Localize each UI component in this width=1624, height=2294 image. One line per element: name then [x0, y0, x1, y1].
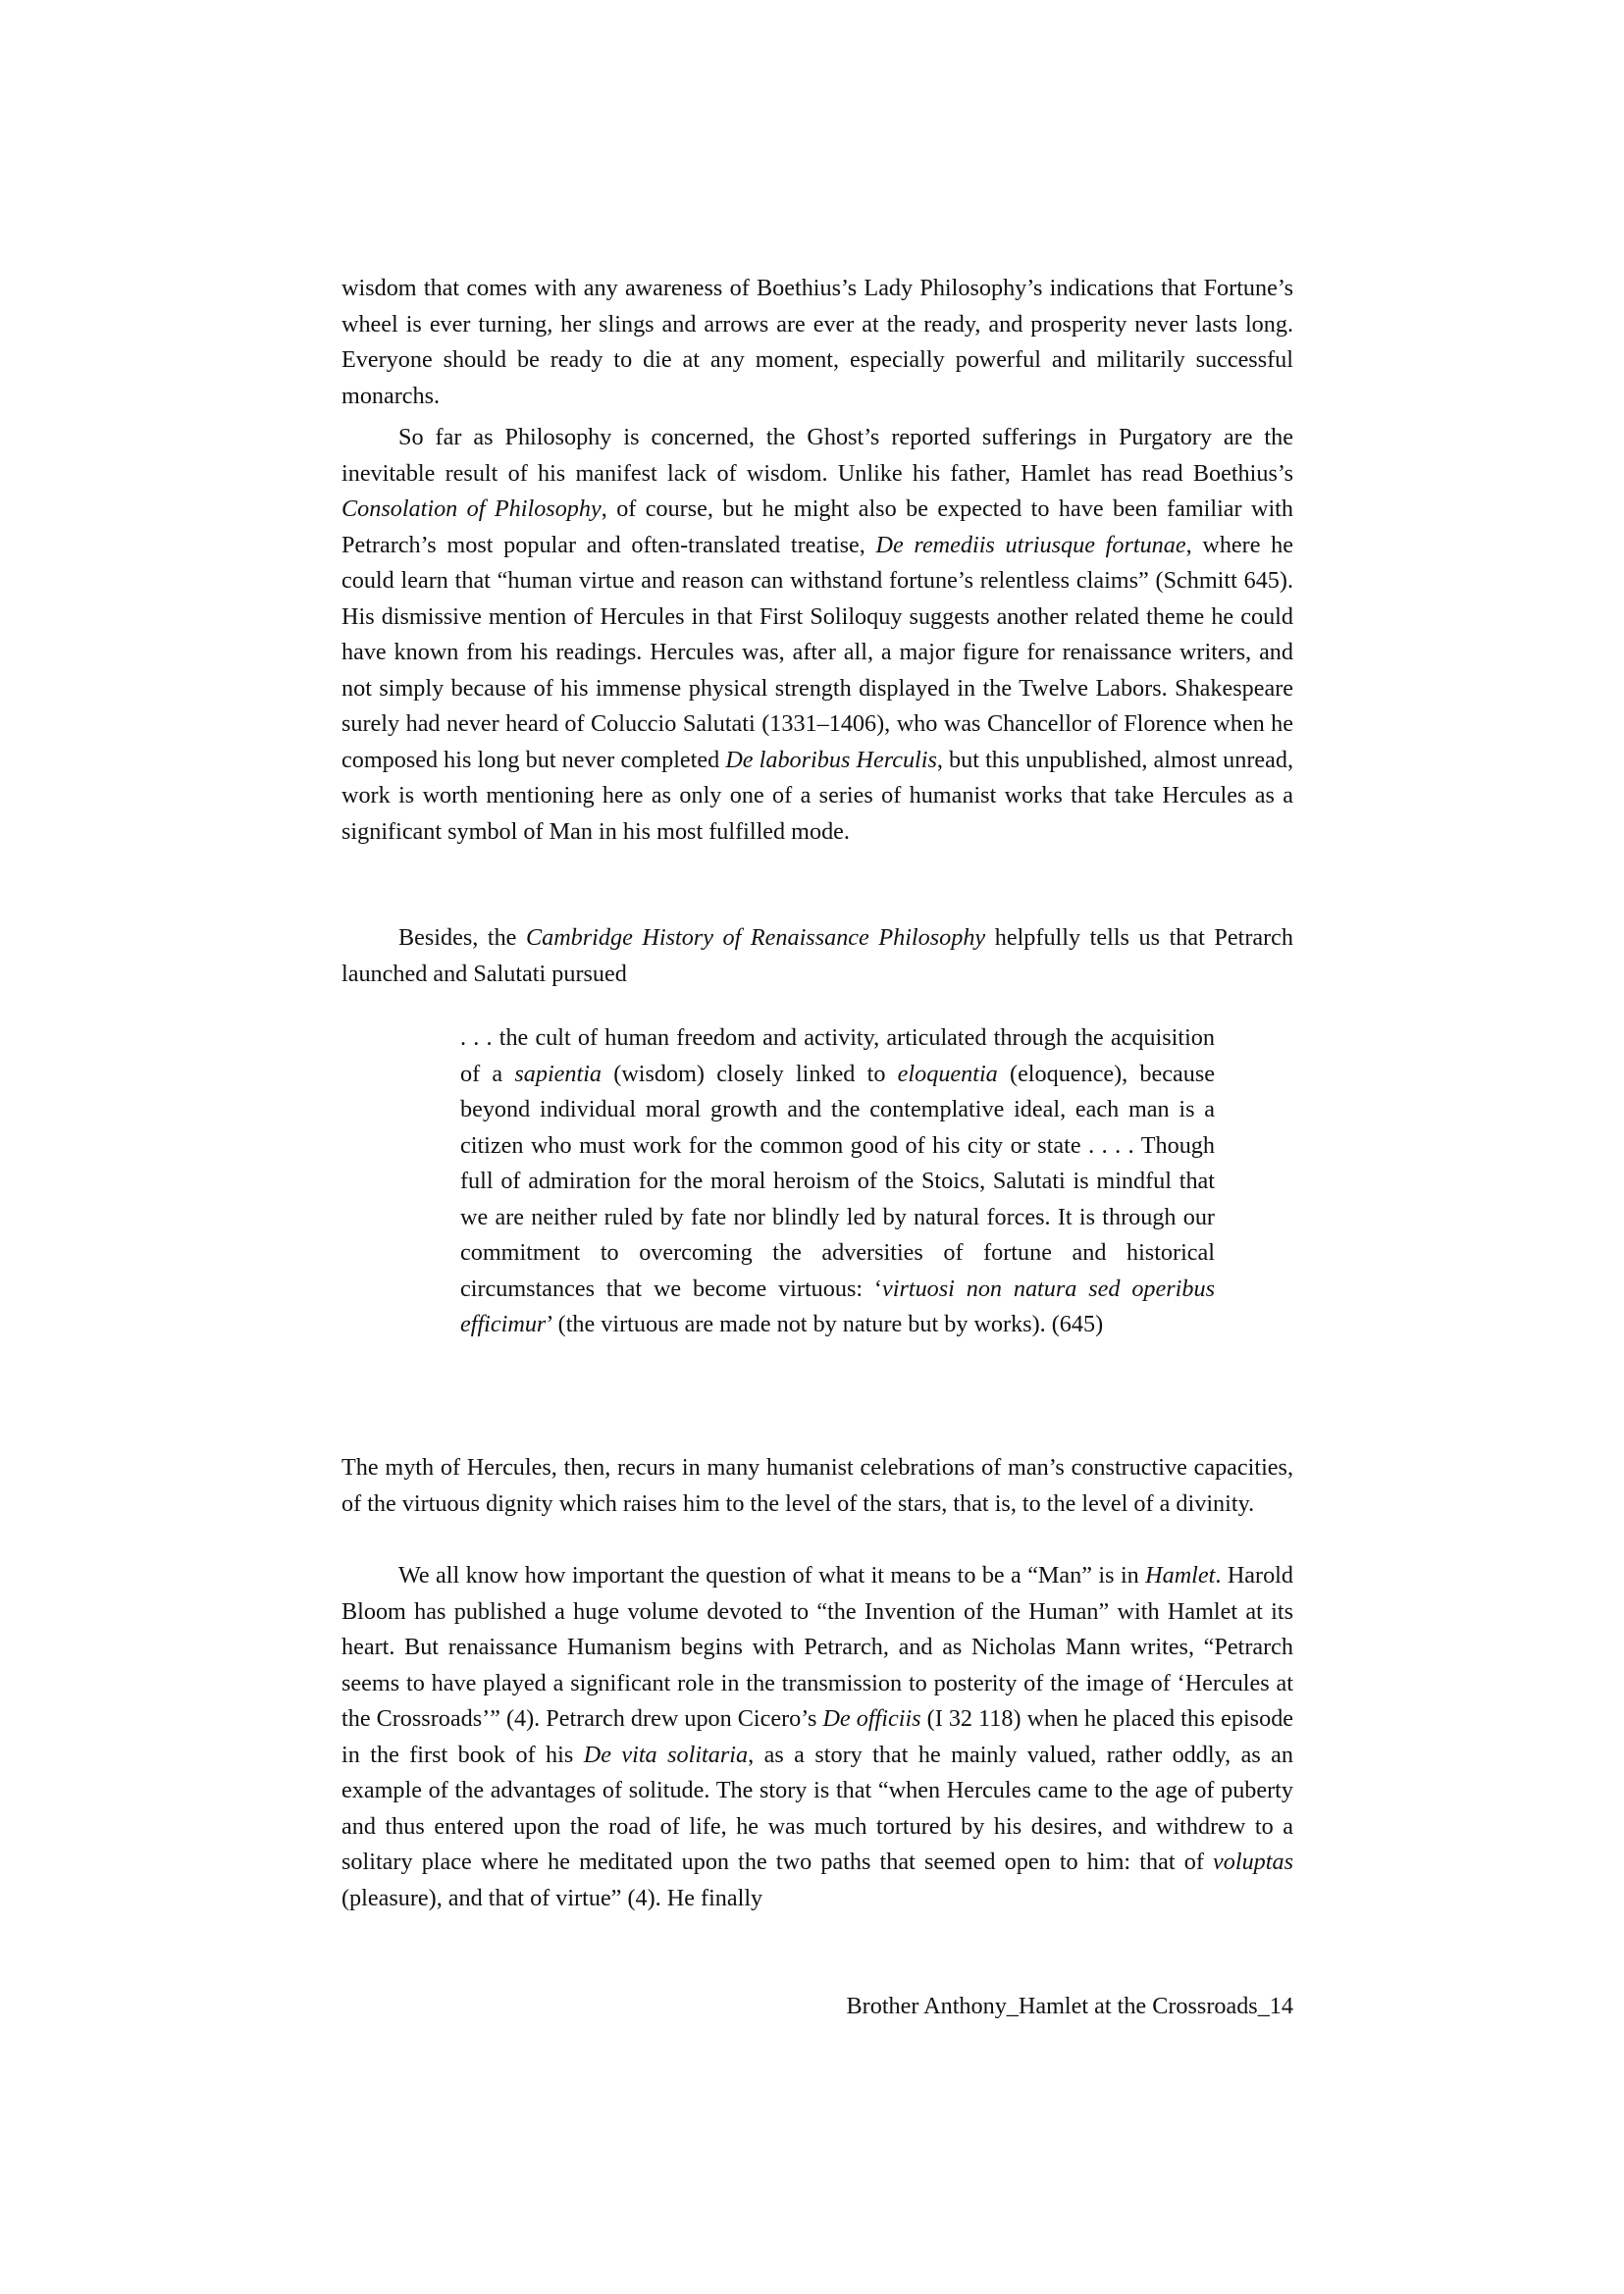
- play-title-hamlet: Hamlet: [1145, 1562, 1216, 1589]
- text-run: (I 32 118) when he placed this episode in the first book of his: [341, 1705, 1294, 1768]
- book-title-de-remediis: De remediis utriusque fortunae: [875, 531, 1186, 558]
- text-run: Besides, the: [398, 924, 526, 951]
- text-run: (eloquence), because beyond individual moral growth and the contemplative ideal, each man is a citizen who must work for the common good of his city or state . . . . Though full of admiration for the moral heroism of the Stoics, Salutati is mindful that we are neither ruled by fate nor blindly led by natural forces. It is through our commitment to overcoming the adversities of fortune and historical circumstances that we become virtuous: ‘: [460, 1060, 1215, 1302]
- paragraph-3: [341, 920, 1293, 992]
- paragraph-1: [341, 271, 1293, 414]
- book-title-consolation: Consolation of Philosophy: [341, 495, 602, 522]
- text-run: So far as Philosophy is concerned, the Ghost’s reported sufferings in Purgatory are the inevitable result of his manifest lack of wisdom. Unlike his father, Hamlet has read Boethius’s: [341, 424, 1293, 487]
- book-title-de-officiis: De officiis: [822, 1705, 921, 1732]
- paragraph-4: [341, 1450, 1293, 1522]
- block-quote: [460, 1020, 1215, 1343]
- latin-term-voluptas: voluptas: [1213, 1849, 1293, 1875]
- latin-term-eloquentia: eloquentia: [897, 1060, 998, 1087]
- text-run: , of course, but he might also be expected to have been familiar with Petrarch’s most popular and often-translated treatise,: [341, 495, 1293, 558]
- text-run: , where he could learn that “human virtue and reason can withstand fortune’s relentless claims” (Schmitt 645). His dismissive mention of Hercules in that First Soliloquy suggests another related theme he could have known from his readings. Hercules was, after all, a major figure for renaissance writers, and not simply because of his immense physical strength displayed in the Twelve Labors. Shakespeare surely had never heard of Coluccio Salutati (1331–1406), who was Chancellor of Florence when he composed his long but never completed: [341, 531, 1294, 773]
- text-run: (pleasure), and that of virtue” (4). He finally: [341, 1884, 763, 1911]
- text-run: helpfully tells us that Petrarch launched and Salutati pursued: [341, 924, 1293, 987]
- text-run: (wisdom) closely linked to: [602, 1060, 898, 1087]
- text-run: . Harold Bloom has published a huge volume devoted to “the Invention of the Human” with Hamlet at its heart. But renaissance Humanism begins with Petrarch, and as Nicholas Mann writes, “Petrarch seems to have played a significant role in the transmission to posterity of the image of ‘Hercules at the Crossroads’” (4). Petrarch drew upon Cicero’s: [341, 1562, 1293, 1732]
- running-title: Brother Anthony_Hamlet at the Crossroads_14: [846, 1993, 1293, 2019]
- page-footer: [847, 1992, 1293, 2021]
- latin-quote: virtuosi non natura sed operibus efficimur: [460, 1275, 1215, 1337]
- book-title-cambridge-history: Cambridge History of Renaissance Philosophy: [525, 924, 986, 951]
- text-run: , as a story that he mainly valued, rather oddly, as an example of the advantages of solitude. The story is that “when Hercules came to the age of puberty and thus entered upon the road of life, he was much tortured by his desires, and withdrew to a solitary place where he meditated upon the two paths that seemed open to him: that of: [341, 1741, 1294, 1875]
- latin-term-sapientia: sapientia: [514, 1060, 602, 1087]
- paragraph-5: [341, 1558, 1293, 1916]
- text-run: We all know how important the question of what it means to be a “Man” is in: [398, 1562, 1146, 1589]
- paragraph-2: [341, 420, 1293, 850]
- text-run: , but this unpublished, almost unread, work is worth mentioning here as only one of a series of humanist works that take Hercules as a significant symbol of Man in his most fulfilled mode.: [341, 746, 1293, 845]
- book-title-de-vita-solitaria: De vita solitaria: [583, 1741, 749, 1768]
- text-run: . . . the cult of human freedom and activity, articulated through the acquisition of a: [460, 1024, 1215, 1087]
- book-title-de-laboribus: De laboribus Herculis: [725, 746, 937, 773]
- text-run: wisdom that comes with any awareness of Boethius’s Lady Philosophy’s indications that Fortune’s wheel is ever turning, her slings and arrows are ever at the ready, and prosperity never lasts long. Everyone should be ready to die at any moment, especially powerful and militarily successful monarchs.: [341, 275, 1293, 409]
- text-run: ’ (the virtuous are made not by nature but by works). (645): [546, 1311, 1104, 1337]
- text-run: The myth of Hercules, then, recurs in many humanist celebrations of man’s constructive capacities, of the virtuous dignity which raises him to the level of the stars, that is, to the level of a divinity.: [341, 1454, 1293, 1517]
